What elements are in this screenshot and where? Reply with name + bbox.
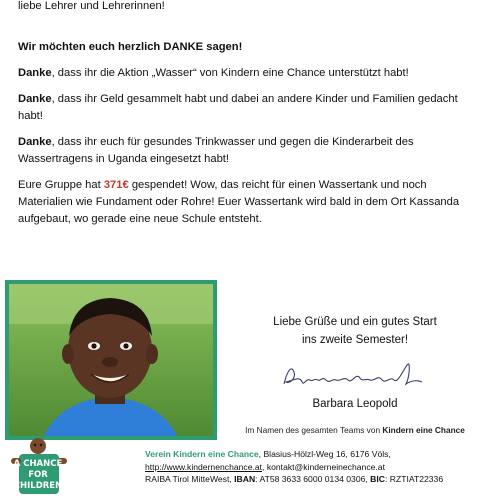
paragraph-lead: Danke [18, 93, 52, 105]
donation-after: gespendet! Wow, das reicht für einen Wassertank und noch Materialien wie Fundament oder Rohre! Euer Wassertank wird bald in dem Ort Kassanda aufgebaut, wo gerade eine neue Schule entsteht. [18, 179, 460, 225]
team-name: Kindern eine Chance [382, 425, 465, 435]
signer-name: Barbara Leopold [312, 398, 398, 410]
paragraph-text: , dass ihr euch für gesundes Trinkwasser und gegen die Kinderarbeit des Wassertragens in Uganda eingesetzt habt! [18, 136, 414, 165]
closing-line-1: Liebe Grüße und ein gutes Start [273, 316, 437, 328]
iban-label: IBAN [234, 474, 256, 484]
paragraph-lead: Danke [18, 67, 52, 79]
greeting: liebe Lehrer und Lehrerinnen! [18, 0, 165, 12]
org-line-3 [145, 473, 495, 486]
paragraph-thanks-3 [18, 134, 482, 168]
organization-footer [145, 448, 495, 486]
team-line [225, 422, 485, 439]
child-portrait-image [9, 284, 213, 436]
org-line-2 [145, 461, 495, 474]
bic-label: BIC [370, 474, 385, 484]
closing-line-2: ins zweite Semester! [301, 334, 409, 346]
child-photo [5, 280, 217, 440]
org-website-link[interactable]: http://www.kindernenchance.at [145, 461, 263, 472]
paragraph-thanks-2 [18, 91, 482, 125]
paragraph-text: , dass ihr die Aktion „Wasser“ von Kindern eine Chance unterstützt habt! [51, 67, 409, 79]
bic-value: : RZTIAT22336 [384, 474, 444, 484]
paragraph-lead: Danke [18, 136, 52, 148]
logo-text-line-2: FOR [28, 470, 48, 480]
thanks-headline: Wir möchten euch herzlich DANKE sagen! [18, 41, 243, 53]
logo-text-line-1: A CHANCE [13, 459, 63, 469]
logo-text-line-3: CHILDREN [13, 481, 63, 491]
team-prefix: Im Namen des gesamten Teams von [245, 425, 383, 435]
handwritten-signature [278, 358, 428, 394]
paragraph-thanks-1 [18, 65, 482, 82]
org-line-1 [145, 448, 495, 461]
iban-value: : AT58 3633 6000 0134 0306, [255, 474, 371, 484]
org-contact: , kontakt@kinderneinechance.at [262, 461, 385, 472]
closing-block [235, 313, 475, 349]
org-name: Verein Kindern eine Chance [145, 449, 259, 459]
org-bank: RAIBA Tirol MitteWest, [145, 474, 235, 484]
donation-before: Eure Gruppe hat [18, 179, 104, 191]
a-chance-for-children-logo [5, 436, 71, 498]
paragraph-donation [18, 177, 482, 228]
paragraph-text: , dass ihr Geld gesammelt habt und dabei an andere Kinder und Familien gedacht habt! [18, 93, 458, 122]
org-address: , Blasius-Hölzl-Weg 16, 6176 Völs, [258, 449, 391, 459]
donation-amount: 371€ [103, 179, 129, 191]
letter-body [18, 0, 482, 237]
